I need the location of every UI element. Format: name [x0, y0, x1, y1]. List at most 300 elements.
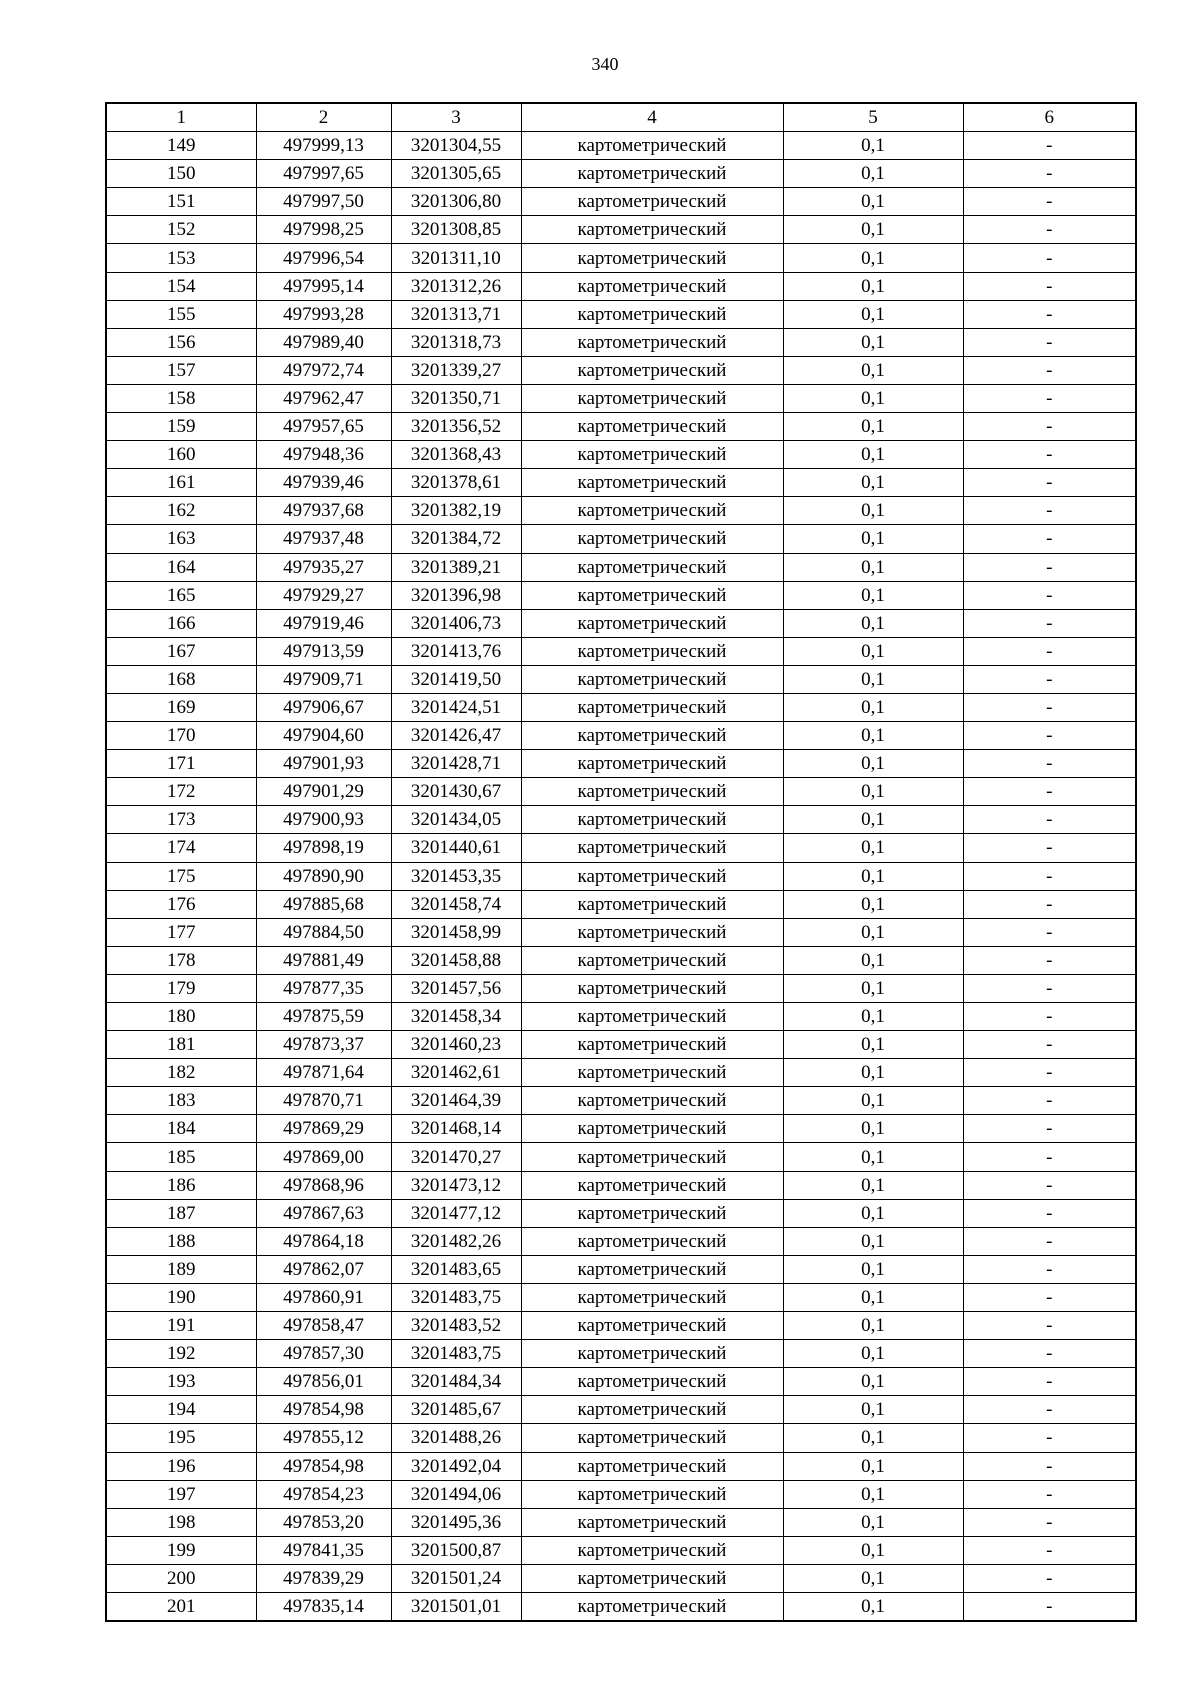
point-number-cell: 195	[106, 1424, 256, 1452]
method-cell: картометрический	[521, 918, 783, 946]
note-cell: -	[963, 665, 1136, 693]
point-number-cell: 194	[106, 1396, 256, 1424]
method-cell: картометрический	[521, 693, 783, 721]
note-cell: -	[963, 862, 1136, 890]
note-cell: -	[963, 946, 1136, 974]
method-cell: картометрический	[521, 497, 783, 525]
point-number-cell: 153	[106, 244, 256, 272]
accuracy-cell: 0,1	[783, 1452, 963, 1480]
note-cell: -	[963, 553, 1136, 581]
accuracy-cell: 0,1	[783, 1199, 963, 1227]
method-cell: картометрический	[521, 1115, 783, 1143]
method-cell: картометрический	[521, 132, 783, 160]
x-coordinate-cell: 497870,71	[256, 1087, 391, 1115]
table-row	[106, 1340, 1136, 1368]
point-number-cell: 185	[106, 1143, 256, 1171]
x-coordinate-cell: 497854,98	[256, 1396, 391, 1424]
x-coordinate-cell: 497957,65	[256, 413, 391, 441]
x-coordinate-cell: 497972,74	[256, 356, 391, 384]
note-cell: -	[963, 497, 1136, 525]
y-coordinate-cell: 3201426,47	[391, 722, 521, 750]
table-row	[106, 1368, 1136, 1396]
x-coordinate-cell: 497996,54	[256, 244, 391, 272]
x-coordinate-cell: 497835,14	[256, 1592, 391, 1621]
y-coordinate-cell: 3201406,73	[391, 609, 521, 637]
point-number-cell: 181	[106, 1031, 256, 1059]
y-coordinate-cell: 3201306,80	[391, 188, 521, 216]
accuracy-cell: 0,1	[783, 1171, 963, 1199]
method-cell: картометрический	[521, 806, 783, 834]
x-coordinate-cell: 497856,01	[256, 1368, 391, 1396]
header-cell-1: 1	[106, 103, 256, 132]
table-row	[106, 413, 1136, 441]
accuracy-cell: 0,1	[783, 216, 963, 244]
accuracy-cell: 0,1	[783, 1283, 963, 1311]
method-cell: картометрический	[521, 1452, 783, 1480]
note-cell: -	[963, 1171, 1136, 1199]
method-cell: картометрический	[521, 609, 783, 637]
method-cell: картометрический	[521, 1227, 783, 1255]
note-cell: -	[963, 1059, 1136, 1087]
note-cell: -	[963, 1368, 1136, 1396]
y-coordinate-cell: 3201356,52	[391, 413, 521, 441]
method-cell: картометрический	[521, 1424, 783, 1452]
accuracy-cell: 0,1	[783, 946, 963, 974]
accuracy-cell: 0,1	[783, 497, 963, 525]
y-coordinate-cell: 3201304,55	[391, 132, 521, 160]
y-coordinate-cell: 3201389,21	[391, 553, 521, 581]
table-row	[106, 1452, 1136, 1480]
note-cell: -	[963, 1564, 1136, 1592]
table-row	[106, 384, 1136, 412]
accuracy-cell: 0,1	[783, 1480, 963, 1508]
table-header	[106, 103, 1136, 132]
method-cell: картометрический	[521, 1564, 783, 1592]
accuracy-cell: 0,1	[783, 272, 963, 300]
method-cell: картометрический	[521, 356, 783, 384]
table-row	[106, 1031, 1136, 1059]
point-number-cell: 158	[106, 384, 256, 412]
method-cell: картометрический	[521, 778, 783, 806]
table-row	[106, 834, 1136, 862]
method-cell: картометрический	[521, 722, 783, 750]
note-cell: -	[963, 1340, 1136, 1368]
point-number-cell: 191	[106, 1312, 256, 1340]
accuracy-cell: 0,1	[783, 1592, 963, 1621]
x-coordinate-cell: 497962,47	[256, 384, 391, 412]
point-number-cell: 173	[106, 806, 256, 834]
table-row	[106, 1564, 1136, 1592]
method-cell: картометрический	[521, 441, 783, 469]
point-number-cell: 150	[106, 160, 256, 188]
point-number-cell: 174	[106, 834, 256, 862]
x-coordinate-cell: 497995,14	[256, 272, 391, 300]
table-row	[106, 1087, 1136, 1115]
x-coordinate-cell: 497906,67	[256, 693, 391, 721]
y-coordinate-cell: 3201494,06	[391, 1480, 521, 1508]
note-cell: -	[963, 384, 1136, 412]
point-number-cell: 188	[106, 1227, 256, 1255]
method-cell: картометрический	[521, 1480, 783, 1508]
table-row	[106, 553, 1136, 581]
accuracy-cell: 0,1	[783, 1227, 963, 1255]
accuracy-cell: 0,1	[783, 356, 963, 384]
note-cell: -	[963, 890, 1136, 918]
table-row	[106, 918, 1136, 946]
accuracy-cell: 0,1	[783, 890, 963, 918]
point-number-cell: 192	[106, 1340, 256, 1368]
y-coordinate-cell: 3201458,74	[391, 890, 521, 918]
x-coordinate-cell: 497919,46	[256, 609, 391, 637]
x-coordinate-cell: 497935,27	[256, 553, 391, 581]
x-coordinate-cell: 497937,48	[256, 525, 391, 553]
table-row	[106, 1396, 1136, 1424]
y-coordinate-cell: 3201458,88	[391, 946, 521, 974]
y-coordinate-cell: 3201473,12	[391, 1171, 521, 1199]
point-number-cell: 180	[106, 1003, 256, 1031]
point-number-cell: 193	[106, 1368, 256, 1396]
y-coordinate-cell: 3201460,23	[391, 1031, 521, 1059]
note-cell: -	[963, 1115, 1136, 1143]
y-coordinate-cell: 3201501,24	[391, 1564, 521, 1592]
accuracy-cell: 0,1	[783, 1368, 963, 1396]
point-number-cell: 159	[106, 413, 256, 441]
x-coordinate-cell: 497855,12	[256, 1424, 391, 1452]
y-coordinate-cell: 3201430,67	[391, 778, 521, 806]
point-number-cell: 154	[106, 272, 256, 300]
x-coordinate-cell: 497839,29	[256, 1564, 391, 1592]
x-coordinate-cell: 497857,30	[256, 1340, 391, 1368]
method-cell: картометрический	[521, 553, 783, 581]
table-row	[106, 188, 1136, 216]
x-coordinate-cell: 497885,68	[256, 890, 391, 918]
x-coordinate-cell: 497884,50	[256, 918, 391, 946]
y-coordinate-cell: 3201378,61	[391, 469, 521, 497]
method-cell: картометрический	[521, 328, 783, 356]
point-number-cell: 151	[106, 188, 256, 216]
point-number-cell: 166	[106, 609, 256, 637]
accuracy-cell: 0,1	[783, 469, 963, 497]
y-coordinate-cell: 3201483,75	[391, 1283, 521, 1311]
point-number-cell: 167	[106, 637, 256, 665]
table-row	[106, 1199, 1136, 1227]
table-row	[106, 693, 1136, 721]
point-number-cell: 168	[106, 665, 256, 693]
note-cell: -	[963, 974, 1136, 1002]
x-coordinate-cell: 497864,18	[256, 1227, 391, 1255]
point-number-cell: 189	[106, 1255, 256, 1283]
x-coordinate-cell: 497937,68	[256, 497, 391, 525]
x-coordinate-cell: 497873,37	[256, 1031, 391, 1059]
method-cell: картометрический	[521, 1536, 783, 1564]
method-cell: картометрический	[521, 1087, 783, 1115]
x-coordinate-cell: 497841,35	[256, 1536, 391, 1564]
note-cell: -	[963, 160, 1136, 188]
note-cell: -	[963, 609, 1136, 637]
table-row	[106, 862, 1136, 890]
note-cell: -	[963, 300, 1136, 328]
accuracy-cell: 0,1	[783, 1255, 963, 1283]
accuracy-cell: 0,1	[783, 188, 963, 216]
accuracy-cell: 0,1	[783, 693, 963, 721]
point-number-cell: 190	[106, 1283, 256, 1311]
y-coordinate-cell: 3201350,71	[391, 384, 521, 412]
point-number-cell: 162	[106, 497, 256, 525]
note-cell: -	[963, 1312, 1136, 1340]
method-cell: картометрический	[521, 1143, 783, 1171]
accuracy-cell: 0,1	[783, 1031, 963, 1059]
x-coordinate-cell: 497997,65	[256, 160, 391, 188]
method-cell: картометрический	[521, 216, 783, 244]
method-cell: картометрический	[521, 750, 783, 778]
x-coordinate-cell: 497877,35	[256, 974, 391, 1002]
y-coordinate-cell: 3201470,27	[391, 1143, 521, 1171]
accuracy-cell: 0,1	[783, 1564, 963, 1592]
point-number-cell: 198	[106, 1508, 256, 1536]
method-cell: картометрический	[521, 581, 783, 609]
accuracy-cell: 0,1	[783, 750, 963, 778]
note-cell: -	[963, 750, 1136, 778]
y-coordinate-cell: 3201428,71	[391, 750, 521, 778]
note-cell: -	[963, 1480, 1136, 1508]
method-cell: картометрический	[521, 1003, 783, 1031]
x-coordinate-cell: 497898,19	[256, 834, 391, 862]
table-row	[106, 1536, 1136, 1564]
accuracy-cell: 0,1	[783, 974, 963, 1002]
table-row	[106, 469, 1136, 497]
x-coordinate-cell: 497868,96	[256, 1171, 391, 1199]
table-row	[106, 1312, 1136, 1340]
table-row	[106, 974, 1136, 1002]
table-row	[106, 1424, 1136, 1452]
note-cell: -	[963, 1003, 1136, 1031]
x-coordinate-cell: 497989,40	[256, 328, 391, 356]
accuracy-cell: 0,1	[783, 328, 963, 356]
y-coordinate-cell: 3201313,71	[391, 300, 521, 328]
note-cell: -	[963, 188, 1136, 216]
accuracy-cell: 0,1	[783, 441, 963, 469]
point-number-cell: 149	[106, 132, 256, 160]
table-row	[106, 1171, 1136, 1199]
note-cell: -	[963, 1087, 1136, 1115]
y-coordinate-cell: 3201462,61	[391, 1059, 521, 1087]
page-number: 340	[591, 54, 619, 74]
point-number-cell: 186	[106, 1171, 256, 1199]
method-cell: картометрический	[521, 637, 783, 665]
x-coordinate-cell: 497997,50	[256, 188, 391, 216]
accuracy-cell: 0,1	[783, 806, 963, 834]
table-row	[106, 1592, 1136, 1621]
method-cell: картометрический	[521, 1059, 783, 1087]
point-number-cell: 183	[106, 1087, 256, 1115]
table-row	[106, 525, 1136, 553]
y-coordinate-cell: 3201311,10	[391, 244, 521, 272]
accuracy-cell: 0,1	[783, 160, 963, 188]
y-coordinate-cell: 3201501,01	[391, 1592, 521, 1621]
x-coordinate-cell: 497900,93	[256, 806, 391, 834]
y-coordinate-cell: 3201492,04	[391, 1452, 521, 1480]
table-row	[106, 1143, 1136, 1171]
y-coordinate-cell: 3201453,35	[391, 862, 521, 890]
header-cell-4: 4	[521, 103, 783, 132]
note-cell: -	[963, 1592, 1136, 1621]
y-coordinate-cell: 3201305,65	[391, 160, 521, 188]
y-coordinate-cell: 3201483,75	[391, 1340, 521, 1368]
accuracy-cell: 0,1	[783, 1424, 963, 1452]
method-cell: картометрический	[521, 160, 783, 188]
note-cell: -	[963, 1424, 1136, 1452]
x-coordinate-cell: 497999,13	[256, 132, 391, 160]
point-number-cell: 177	[106, 918, 256, 946]
point-number-cell: 184	[106, 1115, 256, 1143]
point-number-cell: 187	[106, 1199, 256, 1227]
y-coordinate-cell: 3201312,26	[391, 272, 521, 300]
x-coordinate-cell: 497854,23	[256, 1480, 391, 1508]
accuracy-cell: 0,1	[783, 862, 963, 890]
x-coordinate-cell: 497909,71	[256, 665, 391, 693]
point-number-cell: 182	[106, 1059, 256, 1087]
accuracy-cell: 0,1	[783, 525, 963, 553]
point-number-cell: 156	[106, 328, 256, 356]
accuracy-cell: 0,1	[783, 1312, 963, 1340]
method-cell: картометрический	[521, 1592, 783, 1621]
coordinates-table	[105, 102, 1137, 1622]
method-cell: картометрический	[521, 413, 783, 441]
note-cell: -	[963, 1396, 1136, 1424]
accuracy-cell: 0,1	[783, 1087, 963, 1115]
accuracy-cell: 0,1	[783, 1143, 963, 1171]
method-cell: картометрический	[521, 300, 783, 328]
y-coordinate-cell: 3201382,19	[391, 497, 521, 525]
y-coordinate-cell: 3201368,43	[391, 441, 521, 469]
method-cell: картометрический	[521, 1508, 783, 1536]
accuracy-cell: 0,1	[783, 413, 963, 441]
y-coordinate-cell: 3201484,34	[391, 1368, 521, 1396]
table-row	[106, 216, 1136, 244]
method-cell: картометрический	[521, 525, 783, 553]
x-coordinate-cell: 497875,59	[256, 1003, 391, 1031]
accuracy-cell: 0,1	[783, 244, 963, 272]
note-cell: -	[963, 328, 1136, 356]
point-number-cell: 179	[106, 974, 256, 1002]
x-coordinate-cell: 497881,49	[256, 946, 391, 974]
y-coordinate-cell: 3201488,26	[391, 1424, 521, 1452]
x-coordinate-cell: 497993,28	[256, 300, 391, 328]
x-coordinate-cell: 497948,36	[256, 441, 391, 469]
method-cell: картометрический	[521, 1199, 783, 1227]
note-cell: -	[963, 413, 1136, 441]
note-cell: -	[963, 1199, 1136, 1227]
x-coordinate-cell: 497853,20	[256, 1508, 391, 1536]
y-coordinate-cell: 3201424,51	[391, 693, 521, 721]
point-number-cell: 170	[106, 722, 256, 750]
x-coordinate-cell: 497858,47	[256, 1312, 391, 1340]
y-coordinate-cell: 3201482,26	[391, 1227, 521, 1255]
note-cell: -	[963, 1255, 1136, 1283]
method-cell: картометрический	[521, 1255, 783, 1283]
note-cell: -	[963, 1508, 1136, 1536]
accuracy-cell: 0,1	[783, 778, 963, 806]
y-coordinate-cell: 3201308,85	[391, 216, 521, 244]
accuracy-cell: 0,1	[783, 1508, 963, 1536]
x-coordinate-cell: 497862,07	[256, 1255, 391, 1283]
point-number-cell: 161	[106, 469, 256, 497]
point-number-cell: 171	[106, 750, 256, 778]
note-cell: -	[963, 693, 1136, 721]
x-coordinate-cell: 497860,91	[256, 1283, 391, 1311]
note-cell: -	[963, 244, 1136, 272]
accuracy-cell: 0,1	[783, 1340, 963, 1368]
note-cell: -	[963, 272, 1136, 300]
table-row	[106, 665, 1136, 693]
note-cell: -	[963, 581, 1136, 609]
method-cell: картометрический	[521, 665, 783, 693]
point-number-cell: 197	[106, 1480, 256, 1508]
table-body	[106, 132, 1136, 1621]
accuracy-cell: 0,1	[783, 722, 963, 750]
y-coordinate-cell: 3201483,65	[391, 1255, 521, 1283]
x-coordinate-cell: 497904,60	[256, 722, 391, 750]
table-row	[106, 806, 1136, 834]
x-coordinate-cell: 497913,59	[256, 637, 391, 665]
table-row	[106, 637, 1136, 665]
y-coordinate-cell: 3201457,56	[391, 974, 521, 1002]
x-coordinate-cell: 497939,46	[256, 469, 391, 497]
x-coordinate-cell: 497869,00	[256, 1143, 391, 1171]
y-coordinate-cell: 3201483,52	[391, 1312, 521, 1340]
note-cell: -	[963, 1227, 1136, 1255]
accuracy-cell: 0,1	[783, 1059, 963, 1087]
y-coordinate-cell: 3201495,36	[391, 1508, 521, 1536]
y-coordinate-cell: 3201339,27	[391, 356, 521, 384]
table-row	[106, 750, 1136, 778]
x-coordinate-cell: 497998,25	[256, 216, 391, 244]
method-cell: картометрический	[521, 890, 783, 918]
method-cell: картометрический	[521, 384, 783, 412]
point-number-cell: 165	[106, 581, 256, 609]
note-cell: -	[963, 1143, 1136, 1171]
x-coordinate-cell: 497854,98	[256, 1452, 391, 1480]
note-cell: -	[963, 441, 1136, 469]
accuracy-cell: 0,1	[783, 1396, 963, 1424]
point-number-cell: 175	[106, 862, 256, 890]
point-number-cell: 169	[106, 693, 256, 721]
x-coordinate-cell: 497890,90	[256, 862, 391, 890]
point-number-cell: 201	[106, 1592, 256, 1621]
table-row	[106, 1227, 1136, 1255]
y-coordinate-cell: 3201458,99	[391, 918, 521, 946]
table-row	[106, 1115, 1136, 1143]
table-row	[106, 497, 1136, 525]
accuracy-cell: 0,1	[783, 637, 963, 665]
point-number-cell: 199	[106, 1536, 256, 1564]
accuracy-cell: 0,1	[783, 1003, 963, 1031]
table-row	[106, 778, 1136, 806]
note-cell: -	[963, 637, 1136, 665]
y-coordinate-cell: 3201419,50	[391, 665, 521, 693]
point-number-cell: 152	[106, 216, 256, 244]
method-cell: картометрический	[521, 1340, 783, 1368]
method-cell: картометрический	[521, 1396, 783, 1424]
note-cell: -	[963, 132, 1136, 160]
point-number-cell: 157	[106, 356, 256, 384]
x-coordinate-cell: 497869,29	[256, 1115, 391, 1143]
y-coordinate-cell: 3201477,12	[391, 1199, 521, 1227]
y-coordinate-cell: 3201440,61	[391, 834, 521, 862]
method-cell: картометрический	[521, 272, 783, 300]
table-row	[106, 1059, 1136, 1087]
point-number-cell: 200	[106, 1564, 256, 1592]
